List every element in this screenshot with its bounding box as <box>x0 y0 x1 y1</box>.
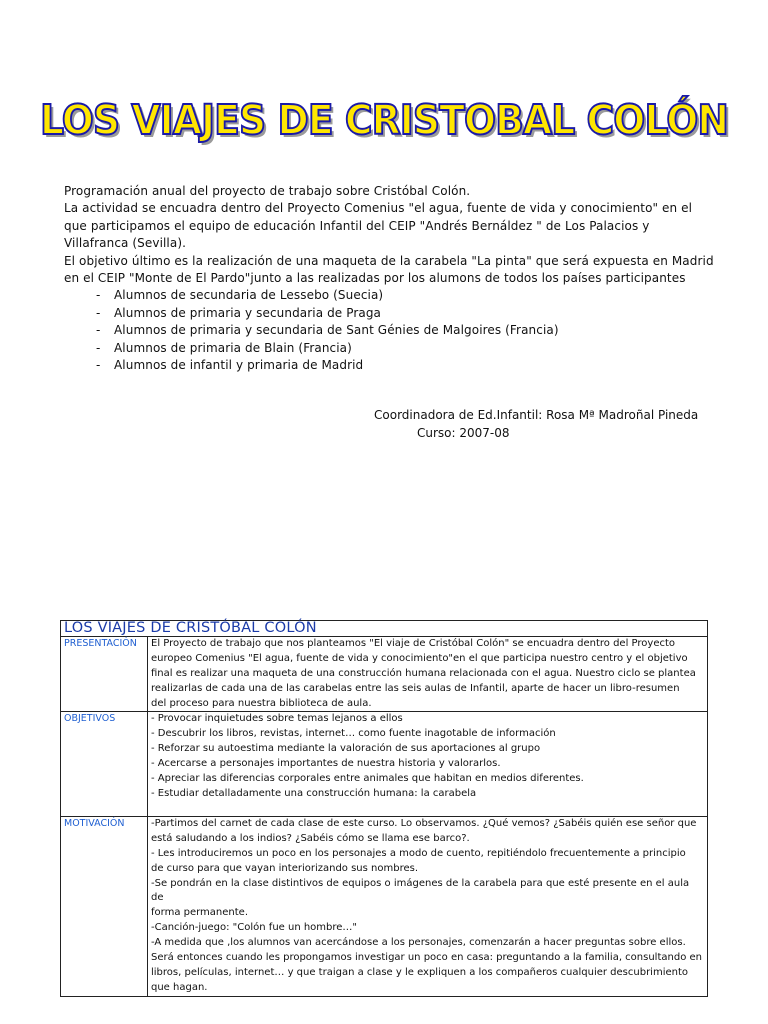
table-title: LOS VIAJES DE CRISTÓBAL COLÓN <box>61 621 708 637</box>
row-label-presentacion: PRESENTACIÓN <box>61 636 148 712</box>
text-line: - Les introduciremos un poco en los personajes a modo de cuento, repitiéndolo frecuentemente a principio <box>151 847 686 859</box>
text-line: europeo Comenius "El agua, fuente de vida y conocimiento"en el que participa nuestro centro y el objetivo <box>151 652 688 664</box>
intro-line: El objetivo último es la realización de una maqueta de la carabela "La pinta" que será expuesta en Madrid en el CEIP "Monte de El Pardo"junto a las realizadas por los alumons de todos los países participantes <box>64 253 714 286</box>
text-line: - Provocar inquietudes sobre temas lejanos a ellos <box>151 713 403 725</box>
text-line: está saludando a los indios? ¿Sabéis cómo se llama ese barco?. <box>151 832 470 844</box>
row-body-objetivos <box>148 712 708 816</box>
list-item: - Alumnos de primaria y secundaria de Sant Génies de Malgoires (Francia) <box>64 322 714 339</box>
table-header-row <box>61 621 708 637</box>
text-line: - Estudiar detalladamente una construcción humana: la carabela <box>151 787 477 799</box>
row-label-motivacion: MOTIVACIÓN <box>61 816 148 996</box>
list-item: - Alumnos de primaria y secundaria de Praga <box>64 305 714 322</box>
text-line: libros, películas, internet… y que traigan a clase y le expliquen a los compañeros cualquier descubrimiento <box>151 966 689 978</box>
row-body-motivacion <box>148 816 708 996</box>
list-item: - Alumnos de primaria de Blain (Francia) <box>64 340 714 357</box>
text-line: final es realizar una maqueta de una construcción humana relacionada con el agua. Nuestro ciclo se plantea <box>151 667 696 679</box>
intro-line: Programación anual del proyecto de trabajo sobre Cristóbal Colón. <box>64 184 471 198</box>
text-line: - Acercarse a personajes importantes de nuestra historia y valorarlos. <box>151 758 501 770</box>
row-label-objetivos: OBJETIVOS <box>61 712 148 816</box>
intro-line: La actividad se encuadra dentro del Proyecto Comenius "el agua, fuente de vida y conocimiento" en el que participamos el equipo de educación Infantil del CEIP "Andrés Bernáldez " de Los Palacios y Villafranca (Sevilla). <box>64 201 693 251</box>
intro-section <box>64 183 714 374</box>
course-line: Curso: 2007-08 <box>417 426 510 440</box>
coordinator-line: Coordinadora de Ed.Infantil: Rosa Mª Madroñal Pineda <box>374 408 699 422</box>
text-line: - Descubrir los libros, revistas, internet… como fuente inagotable de información <box>151 728 556 740</box>
text-line: forma permanente. <box>151 907 249 919</box>
table-row <box>61 816 708 996</box>
text-line: realizarlas de cada una de las carabelas entre las seis aulas de Infantil, aparte de hacer un libro-resumen <box>151 682 680 694</box>
row-body-presentacion <box>148 636 708 712</box>
table-row <box>61 636 708 712</box>
text-line: de curso para que vayan interiorizando sus nombres. <box>151 862 419 874</box>
text-line: del proceso para nuestra biblioteca de aula. <box>151 697 372 709</box>
text-line: -Se pondrán en la clase distintivos de equipos o imágenes de la carabela para que esté presente en el aula de <box>151 877 690 904</box>
document-title: LOS VIAJES DE CRISTOBAL COLÓN <box>39 96 729 144</box>
text-line: - Apreciar las diferencias corporales entre animales que habitan en medios diferentes. <box>151 773 584 785</box>
list-item: - Alumnos de infantil y primaria de Madrid <box>64 357 714 374</box>
text-line: -A medida que ,los alumnos van acercándose a los personajes, comenzarán a hacer preguntas sobre ellos. <box>151 937 686 949</box>
table-row <box>61 712 708 816</box>
text-line: - Reforzar su autoestima mediante la valoración de sus aportaciones al grupo <box>151 743 541 755</box>
list-item: - Alumnos de secundaria de Lessebo (Suecia) <box>64 287 714 304</box>
text-line: que hagan. <box>151 981 208 993</box>
text-line: El Proyecto de trabajo que nos planteamos "El viaje de Cristóbal Colón" se encuadra dentro del Proyecto <box>151 637 676 649</box>
text-line: -Canción-juego: "Colón fue un hombre…" <box>151 922 358 934</box>
participants-list <box>64 287 714 374</box>
text-line: -Partimos del carnet de cada clase de este curso. Lo observamos. ¿Qué vemos? ¿Sabéis quién ese señor que <box>151 817 697 829</box>
program-table <box>60 620 708 997</box>
text-line: Será entonces cuando les propongamos investigar un poco en casa: preguntando a la familia, consultando en <box>151 952 702 964</box>
